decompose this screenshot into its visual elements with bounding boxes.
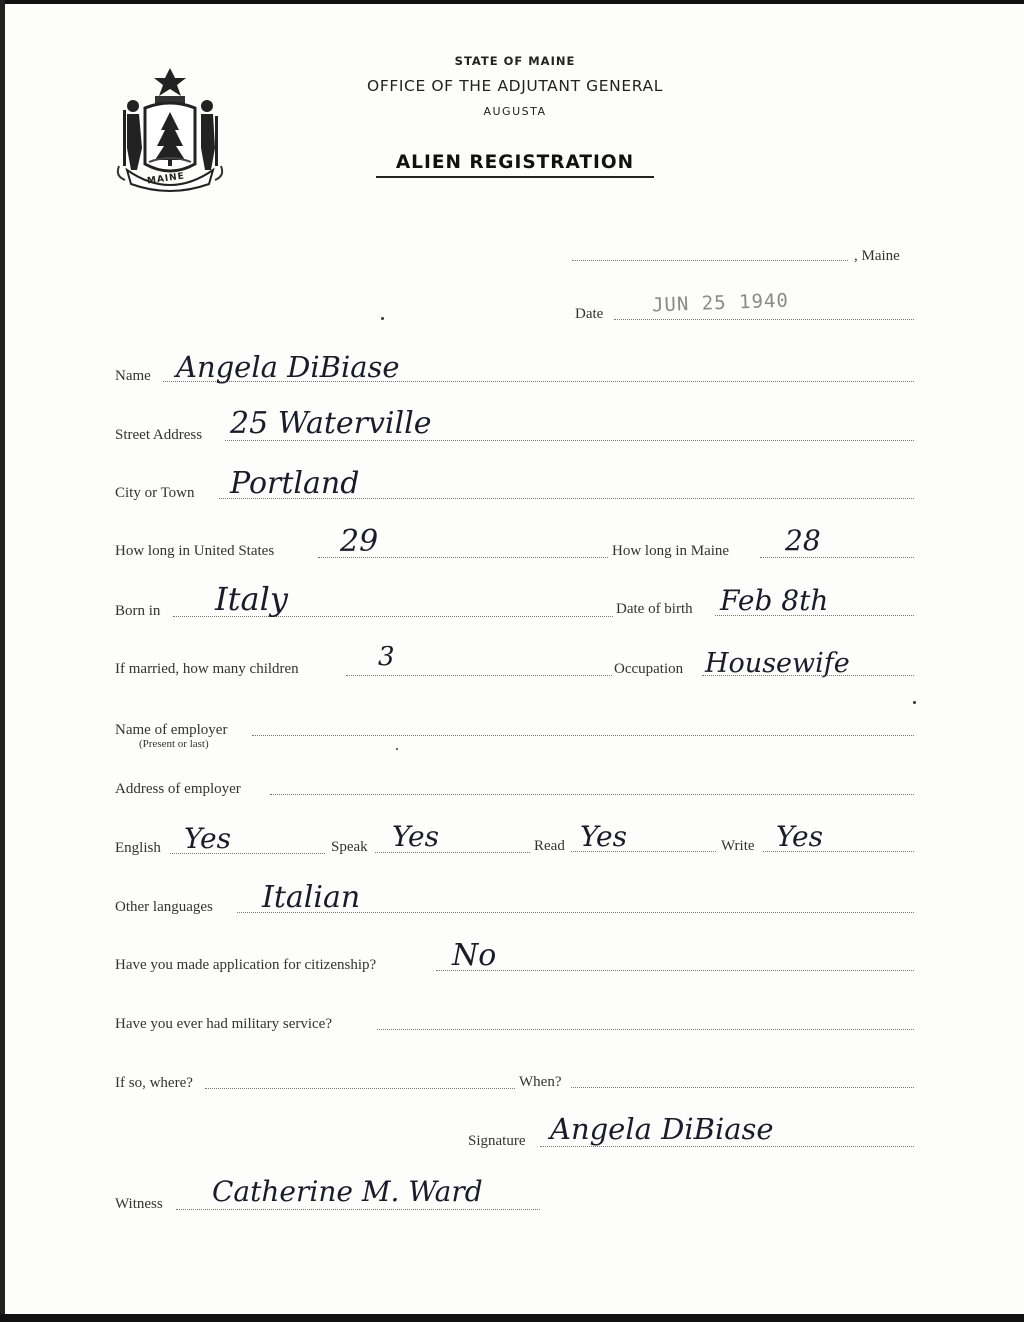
years-maine-label: How long in Maine bbox=[612, 543, 730, 559]
years-maine-value: 28 bbox=[785, 524, 821, 557]
when-label: When? bbox=[519, 1074, 562, 1090]
signature-value: Angela DiBiase bbox=[550, 1112, 774, 1146]
city-heading: AUGUSTA bbox=[483, 105, 547, 118]
write-label: Write bbox=[721, 838, 755, 854]
military-line bbox=[377, 1029, 914, 1030]
scan-edge-bottom bbox=[0, 1314, 1024, 1322]
name-value: Angela DiBiase bbox=[176, 350, 400, 384]
form-title: ALIEN REGISTRATION bbox=[376, 152, 654, 178]
born-value: Italy bbox=[215, 580, 288, 618]
employer-address-label: Address of employer bbox=[115, 781, 241, 797]
citizenship-label: Have you made application for citizenship? bbox=[115, 957, 377, 973]
military-label: Have you ever had military service? bbox=[115, 1016, 332, 1032]
dob-label: Date of birth bbox=[616, 601, 693, 617]
employer-label: Name of employer bbox=[115, 722, 228, 738]
state-heading: STATE OF MAINE bbox=[454, 54, 576, 68]
city-label: City or Town bbox=[115, 485, 195, 501]
witness-line bbox=[176, 1209, 540, 1210]
city-value: Portland bbox=[230, 466, 360, 501]
citizenship-line bbox=[436, 970, 914, 971]
office-heading: OFFICE OF THE ADJUTANT GENERAL bbox=[367, 77, 663, 95]
occupation-label: Occupation bbox=[614, 661, 684, 677]
employer-address-line bbox=[270, 794, 914, 795]
occupation-value: Housewife bbox=[705, 648, 850, 679]
employer-sublabel: (Present or last) bbox=[139, 738, 209, 750]
scan-edge-left bbox=[0, 0, 5, 1322]
place-line bbox=[572, 260, 848, 261]
employer-line bbox=[252, 735, 914, 736]
street-label: Street Address bbox=[115, 427, 203, 443]
read-value: Yes bbox=[580, 820, 627, 853]
where-label: If so, where? bbox=[115, 1075, 193, 1091]
years-us-value: 29 bbox=[340, 524, 379, 559]
ink-speck bbox=[381, 317, 384, 320]
english-value: Yes bbox=[184, 822, 231, 855]
other-languages-label: Other languages bbox=[115, 899, 213, 915]
date-label: Date bbox=[575, 306, 604, 322]
date-line bbox=[614, 319, 914, 320]
where-line bbox=[205, 1088, 515, 1089]
children-value: 3 bbox=[378, 642, 395, 672]
years-us-label: How long in United States bbox=[115, 543, 275, 559]
place-suffix: , Maine bbox=[854, 248, 900, 264]
years-maine-line bbox=[760, 557, 914, 558]
witness-label: Witness bbox=[115, 1196, 163, 1212]
scan-edge-top bbox=[0, 0, 1024, 4]
english-label: English bbox=[115, 840, 161, 856]
children-line bbox=[346, 675, 612, 676]
date-stamp: JUN 25 1940 bbox=[651, 289, 790, 317]
read-label: Read bbox=[534, 838, 565, 854]
when-line bbox=[571, 1087, 914, 1088]
street-value: 25 Waterville bbox=[230, 406, 432, 441]
name-label: Name bbox=[115, 368, 151, 384]
ink-speck bbox=[396, 748, 398, 750]
witness-value: Catherine M. Ward bbox=[212, 1175, 483, 1208]
speak-value: Yes bbox=[392, 820, 439, 853]
seal-text: MAINE bbox=[146, 171, 186, 187]
write-value: Yes bbox=[776, 820, 823, 853]
signature-label: Signature bbox=[468, 1133, 526, 1149]
ink-speck bbox=[913, 701, 916, 704]
speak-label: Speak bbox=[331, 839, 368, 855]
other-languages-value: Italian bbox=[262, 880, 361, 915]
citizenship-value: No bbox=[452, 938, 497, 973]
born-label: Born in bbox=[115, 603, 161, 619]
dob-value: Feb 8th bbox=[720, 584, 829, 617]
signature-line bbox=[540, 1146, 914, 1147]
children-label: If married, how many children bbox=[115, 661, 299, 677]
